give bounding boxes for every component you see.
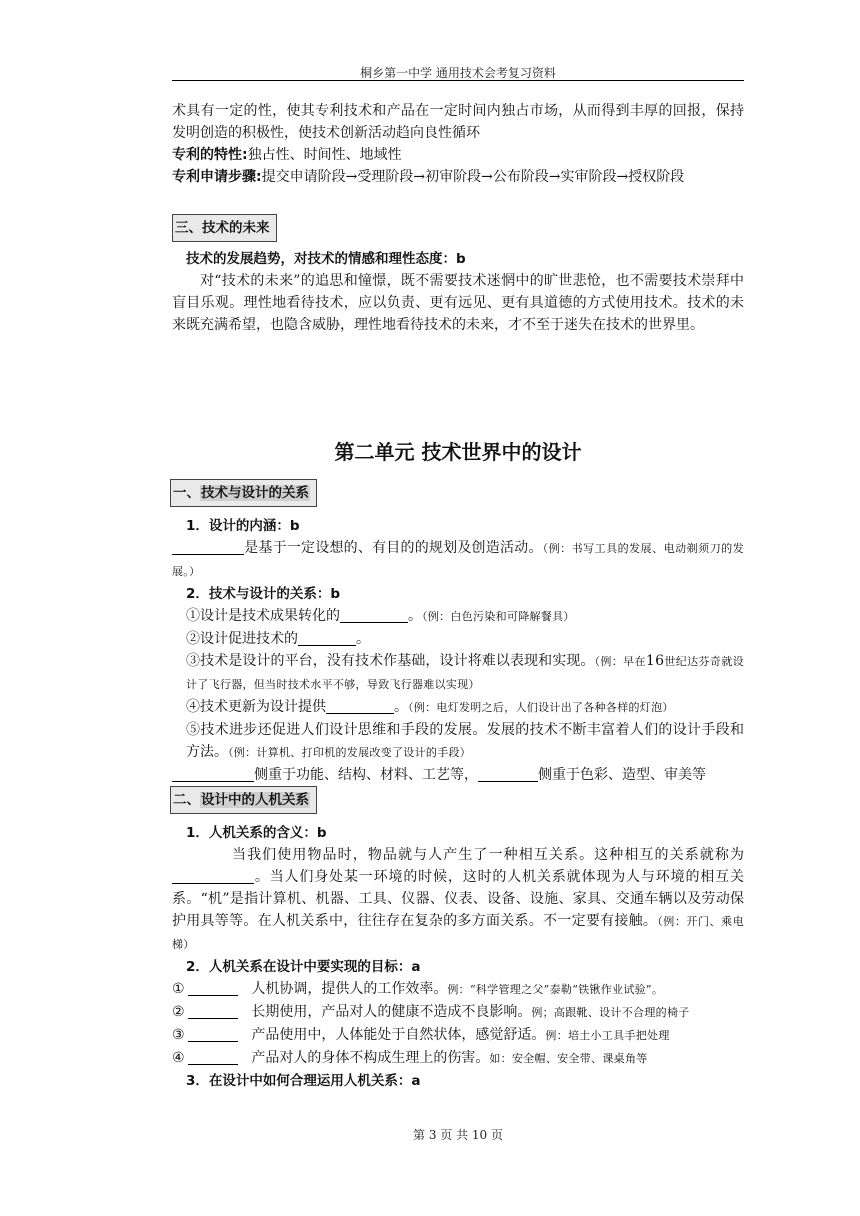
patent-steps [172, 166, 744, 188]
unit2-sec1-prefix: 一、 [173, 485, 200, 501]
blank-line [188, 981, 238, 996]
hm-goal-3: ③ 产品使用中，人体能处于自然状体，感觉舒适。例：培土小工具手把处理 [172, 1027, 670, 1043]
blank-line [172, 540, 244, 555]
relation-item-1: ①设计是技术成果转化的 。（例：白色污染和可降解餐具） [186, 608, 575, 624]
hm-meaning-title: 1．人机关系的含义：b [186, 825, 327, 841]
design-meaning-title: 1．设计的内涵：b [186, 518, 300, 534]
relation-note-5: （例：计算机、打印机的发展改变了设计的手段） [228, 746, 472, 759]
relation-note-3: （例：早在16世纪达芬奇就设计了飞行器，但当时技术水平不够，导致飞行器难以实现） [186, 653, 745, 691]
relation-item-3: ③技术是设计的平台，没有技术作基础，设计将难以表现和实现。（例：早在16世纪达芬奇就设计了飞行器，但当时技术水平不够，导致飞行器难以实现） [186, 653, 745, 691]
patent-steps-label: 专利申请步骤: [172, 169, 262, 185]
comparison-line: 侧重于功能、结构、材料、工艺等， 侧重于色彩、造型、审美等 [172, 764, 744, 786]
patent-features-text: 独占性、时间性、地域性 [247, 147, 402, 163]
relation-note-4: （例：电灯发明之后，人们设计出了各种各样的灯泡） [408, 701, 674, 714]
page-footer: 第 3 页 共 10 页 [413, 1128, 503, 1142]
relation-item-4: ④技术更新为设计提供 。（例：电灯发明之后，人们设计出了各种各样的灯泡） [186, 699, 674, 715]
blank-line [172, 767, 254, 782]
blank-line [188, 1004, 238, 1019]
patent-features-label: 专利的特性: [172, 147, 248, 163]
design-meaning-text: 是基于一定设想的、有目的的规划及创造活动。（例：书写工具的发展、电动剃须刀的发展。） [172, 540, 745, 578]
unit2-sec1-title: 技术与设计的关系 [201, 485, 309, 501]
hm-goal-2: ② 长期使用，产品对人的健康不造成不良影响。例；高跟靴、设计不合理的椅子 [172, 1004, 690, 1020]
patent-steps-text: 提交申请阶段→受理阶段→初审阶段→公布阶段→实审阶段→授权阶段 [261, 169, 685, 185]
relation-item-2: ②设计促进技术的 。 [186, 631, 370, 647]
hm-meaning-text: 当我们使用物品时，物品就与人产生了一种相互关系。这种相互的关系就称为。当人们身处某一环境的时候，这时的人机关系就体现为人与环境的相互关系。“机”是指计算机、机器、工具、仪器、仪表、设备、设施、家具、交通车辆以及劳动保护用具等等。在人机关系中，往往存在复杂的多方面关系。不一定要有接触。（例：开门、乘电梯） [172, 847, 744, 951]
blank-line [478, 767, 538, 782]
section3-heading: 三、技术的未来 [172, 214, 277, 242]
section3-body: 对“技术的未来”的追思和憧憬，既不需要技术迷惘中的旷世悲怆，也不需要技术崇拜中盲目乐观。理性地看待技术，应以负责、更有远见、更有具道德的方式使用技术。技术的未来既充满希望，也隐含威胁，理性地看待技术的未来，才不至于迷失在技术的世界里。 [172, 273, 744, 333]
patent-features [172, 144, 744, 166]
hm-goal-4: ④ 产品对人的身体不构成生理上的伤害。如：安全帽、安全带、课桌角等 [172, 1050, 648, 1066]
blank-line [326, 699, 394, 714]
unit2-sec2-title: 设计中的人机关系 [201, 792, 309, 808]
page-content [172, 100, 744, 1092]
relation-note-1: （例：白色污染和可降解餐具） [422, 610, 575, 623]
hm-apply-title: 3．在设计中如何合理运用人机关系：a [186, 1073, 421, 1089]
blank-line [188, 1050, 238, 1065]
design-meaning-note: （例：书写工具的发展、电动剃须刀的发展。） [172, 542, 745, 578]
hm-goals-title: 2．人机关系在设计中要实现的目标：a [186, 959, 421, 975]
unit2-sec1-heading [170, 479, 317, 507]
page-header: 桐乡第一中学 通用技术会考复习资料 [360, 66, 556, 80]
blank-line [188, 1027, 238, 1042]
blank-line [298, 631, 356, 646]
blank-line [172, 869, 254, 884]
unit2-sec2-heading [170, 786, 317, 814]
relation-item-5: ⑤技术进步还促进人们设计思维和手段的发展。发展的技术不断丰富着人们的设计手段和方法。（例：计算机、打印机的发展改变了设计的手段） [186, 722, 744, 760]
hm-goal-1: ① 人机协调，提供人的工作效率。例：“科学管理之父”泰勒“铁锹作业试验”。 [172, 981, 664, 997]
section3-subheading: 技术的发展趋势，对技术的情感和理性态度：b [186, 251, 466, 267]
unit2-title: 第二单元 技术世界中的设计 [334, 440, 582, 464]
tech-design-relation-title: 2．技术与设计的关系：b [186, 586, 341, 602]
intro-paragraph: 术具有一定的性，使其专利技术和产品在一定时间内独占市场，从而得到丰厚的回报，保持发明创造的积极性，使技术创新活动趋向良性循环 [172, 103, 744, 141]
blank-line [340, 608, 408, 623]
header-rule [172, 80, 744, 81]
hm-meaning-note: （例：开门、乘电梯） [172, 915, 744, 951]
unit2-sec2-prefix: 二、 [173, 792, 200, 808]
